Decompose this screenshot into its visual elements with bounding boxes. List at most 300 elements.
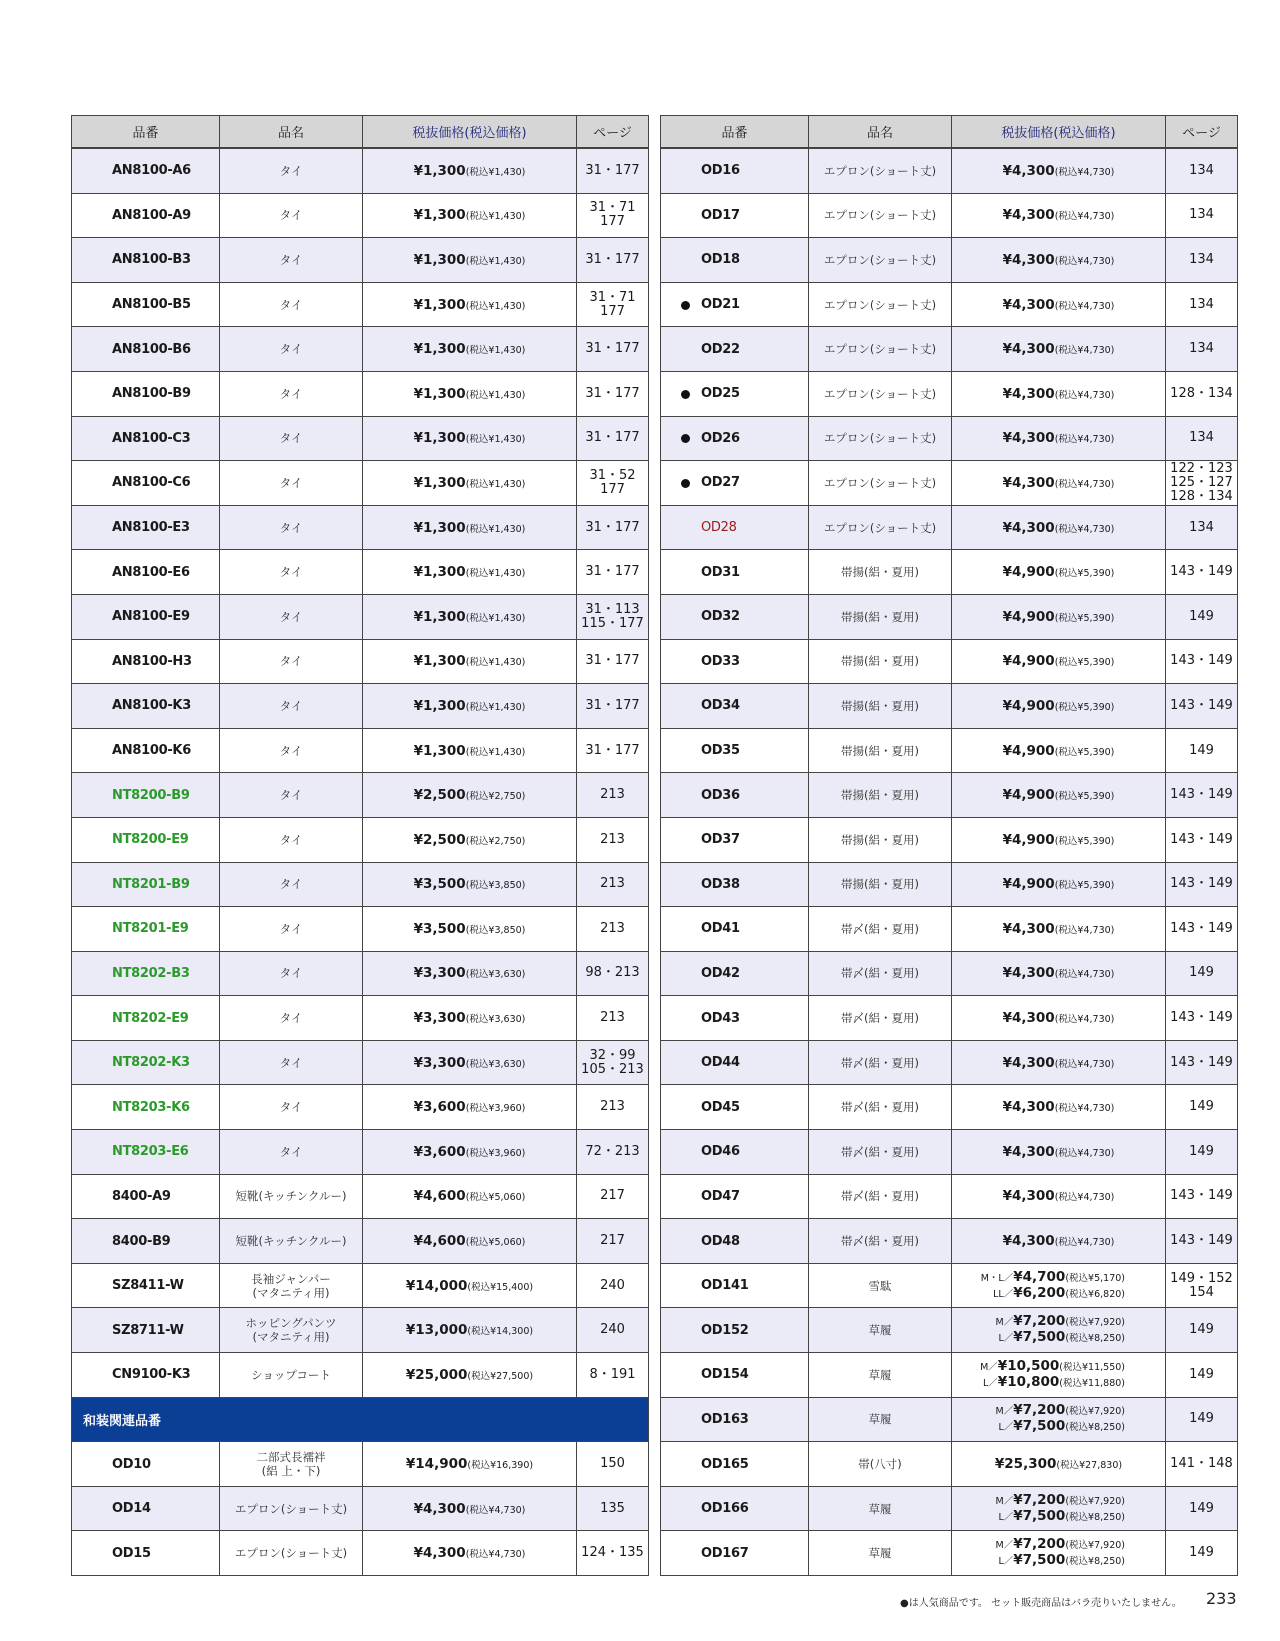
price-tax: (税込¥14,300) <box>467 1326 534 1338</box>
page-ref-line: 31・52 <box>589 467 636 483</box>
product-name-line: 帯〆(絽・夏用) <box>841 966 919 981</box>
price-tax: (税込¥27,830) <box>1056 1460 1123 1472</box>
product-name <box>220 327 363 372</box>
product-code-text: OD45 <box>701 1099 740 1115</box>
page-ref-line: 149 <box>1189 1366 1214 1382</box>
product-price <box>952 862 1166 907</box>
product-price <box>363 505 577 550</box>
product-code <box>72 416 220 461</box>
product-code-text: OD15 <box>112 1545 151 1561</box>
product-code <box>661 862 809 907</box>
page-ref-line: 217 <box>600 1188 625 1204</box>
table-row <box>661 728 1238 773</box>
page-ref <box>577 996 649 1041</box>
price-line <box>952 1375 1165 1391</box>
product-name-line: タイ <box>279 342 303 357</box>
price-main: ¥1,300 <box>413 564 466 581</box>
product-price <box>363 1442 577 1487</box>
product-code <box>72 238 220 283</box>
product-code-text: OD33 <box>701 653 740 669</box>
product-code-text: NT8203-K6 <box>112 1099 190 1115</box>
product-price <box>363 996 577 1041</box>
page-ref-line2: 125・127 <box>1170 474 1233 490</box>
page-ref-line2: 115・177 <box>581 615 644 631</box>
price-main: ¥3,300 <box>413 1054 466 1071</box>
product-code <box>72 996 220 1041</box>
page-ref-line: 213 <box>600 1099 625 1115</box>
product-code <box>72 1486 220 1531</box>
product-code-text: SZ8711-W <box>112 1322 184 1338</box>
page-ref <box>577 1308 649 1353</box>
product-code <box>72 684 220 729</box>
product-name <box>809 282 952 327</box>
product-code <box>661 505 809 550</box>
product-price <box>363 684 577 729</box>
product-code-text: NT8201-E9 <box>112 921 189 937</box>
page-ref-line: 213 <box>600 1010 625 1026</box>
product-name <box>809 1085 952 1130</box>
page-ref-line: 8・191 <box>589 1366 636 1382</box>
product-price <box>363 1531 577 1576</box>
price-main: ¥3,600 <box>413 1143 466 1160</box>
product-code-text: OD166 <box>701 1501 749 1517</box>
page-ref-line: 31・177 <box>585 430 640 446</box>
product-name-line: タイ <box>279 921 303 936</box>
product-price <box>952 550 1166 595</box>
page-ref <box>577 193 649 238</box>
product-name-line: 短靴(キッチンクルー) <box>235 1234 347 1249</box>
product-name-line: 二部式長襦袢 <box>256 1450 326 1465</box>
product-name <box>220 461 363 506</box>
price-line <box>952 1403 1165 1419</box>
price-main: ¥7,500 <box>1013 1329 1066 1346</box>
product-code <box>72 951 220 996</box>
table-row <box>72 238 649 283</box>
product-code-text: AN8100-B6 <box>112 341 191 357</box>
product-code-text: NT8200-B9 <box>112 787 190 803</box>
header-page: ページ <box>1166 116 1238 149</box>
header-page: ページ <box>577 116 649 149</box>
price-tax: (税込¥7,920) <box>1065 1495 1125 1507</box>
price-size: M／ <box>995 1495 1014 1507</box>
price-tax: (税込¥15,400) <box>467 1281 534 1293</box>
product-price <box>952 639 1166 684</box>
table-row <box>72 996 649 1041</box>
price-main: ¥7,500 <box>1013 1418 1066 1435</box>
product-code <box>72 817 220 862</box>
table-row <box>661 1308 1238 1353</box>
price-main: ¥4,300 <box>413 1500 466 1517</box>
price-tax: (税込¥4,730) <box>1054 1192 1115 1204</box>
product-name <box>220 1308 363 1353</box>
page-ref <box>577 594 649 639</box>
table-row <box>72 594 649 639</box>
price-main: ¥14,000 <box>405 1277 468 1294</box>
product-code-text: AN8100-B9 <box>112 386 191 402</box>
product-code <box>661 371 809 416</box>
product-code <box>661 327 809 372</box>
product-code <box>72 505 220 550</box>
product-name <box>220 238 363 283</box>
product-code <box>72 1263 220 1308</box>
price-main: ¥4,300 <box>1002 385 1055 402</box>
table-row <box>661 1486 1238 1531</box>
price-tax: (税込¥8,250) <box>1065 1556 1125 1568</box>
page-ref <box>577 1040 649 1085</box>
page-ref-line: 134 <box>1189 162 1214 178</box>
price-tax: (税込¥4,730) <box>1054 1147 1115 1159</box>
header-name: 品名 <box>220 116 363 149</box>
product-code-text: AN8100-A6 <box>112 163 191 179</box>
page-ref-line: 31・177 <box>585 697 640 713</box>
price-main: ¥10,800 <box>997 1373 1060 1390</box>
product-code <box>661 1397 809 1442</box>
product-name <box>220 505 363 550</box>
product-name-line: エプロン(ショート丈) <box>823 431 937 446</box>
product-price <box>952 1486 1166 1531</box>
product-table-left <box>71 115 649 1576</box>
product-code <box>661 238 809 283</box>
product-name <box>220 594 363 639</box>
product-name-line: 草履 <box>868 1367 892 1382</box>
product-name-line: 帯揚(絽・夏用) <box>841 565 919 580</box>
price-main: ¥4,300 <box>1002 296 1055 313</box>
section-label: 和装関連品番 <box>72 1397 649 1442</box>
product-name-line: タイ <box>279 163 303 178</box>
price-main: ¥25,000 <box>405 1366 468 1383</box>
price-tax: (税込¥3,630) <box>465 1014 526 1026</box>
product-price <box>952 1353 1166 1398</box>
page-ref <box>1166 371 1238 416</box>
product-code <box>661 594 809 639</box>
product-code <box>72 728 220 773</box>
product-code <box>72 639 220 684</box>
page-ref <box>577 862 649 907</box>
product-name-line: タイ <box>279 520 303 535</box>
product-code <box>661 1040 809 1085</box>
page-ref <box>577 1174 649 1219</box>
product-price <box>363 282 577 327</box>
table-row <box>72 371 649 416</box>
product-code <box>72 371 220 416</box>
page-ref-line: 31・113 <box>585 601 640 617</box>
price-main: ¥4,300 <box>1002 1188 1055 1205</box>
page-ref-line: 143・149 <box>1170 653 1233 669</box>
product-name-line: タイ <box>279 252 303 267</box>
page-ref <box>1166 639 1238 684</box>
price-tax: (税込¥4,730) <box>1054 166 1115 178</box>
page-ref <box>577 1085 649 1130</box>
product-name <box>220 416 363 461</box>
product-code-text: OD38 <box>701 876 740 892</box>
price-tax: (税込¥7,920) <box>1065 1317 1125 1329</box>
price-main: ¥1,300 <box>413 474 466 491</box>
price-line <box>952 1314 1165 1330</box>
price-main: ¥3,500 <box>413 876 466 893</box>
page-ref <box>1166 282 1238 327</box>
product-code-text: OD165 <box>701 1456 749 1472</box>
product-code-text: NT8202-E9 <box>112 1010 189 1026</box>
table-row <box>72 1263 649 1308</box>
product-code-text: OD141 <box>701 1278 749 1294</box>
price-tax: (税込¥5,390) <box>1054 746 1115 758</box>
page-ref <box>577 684 649 729</box>
product-price <box>363 193 577 238</box>
product-name-line: 帯揚(絽・夏用) <box>841 877 919 892</box>
page-ref <box>1166 1308 1238 1353</box>
page-ref <box>1166 1486 1238 1531</box>
product-code <box>661 639 809 684</box>
product-name-line: 帯〆(絽・夏用) <box>841 1100 919 1115</box>
price-main: ¥3,300 <box>413 1010 466 1027</box>
product-name-line: タイ <box>279 431 303 446</box>
page-number: 233 <box>1206 1589 1237 1608</box>
product-name-line: タイ <box>279 609 303 624</box>
page-ref-line2: 177 <box>600 481 625 497</box>
price-tax: (税込¥1,430) <box>465 568 526 580</box>
page-ref <box>1166 728 1238 773</box>
price-main: ¥1,300 <box>413 251 466 268</box>
product-code-text: AN8100-A9 <box>112 207 191 223</box>
table-row <box>661 1174 1238 1219</box>
price-main: ¥4,300 <box>1002 430 1055 447</box>
table-row <box>72 461 649 506</box>
page-ref <box>1166 1442 1238 1487</box>
price-size: M／ <box>980 1361 998 1373</box>
table-row <box>72 327 649 372</box>
page-ref <box>577 773 649 818</box>
price-main: ¥4,900 <box>1002 608 1055 625</box>
page-ref-line: 149 <box>1189 608 1214 624</box>
price-main: ¥7,200 <box>1013 1313 1066 1330</box>
table-row <box>661 1531 1238 1576</box>
price-main: ¥4,300 <box>1002 519 1055 536</box>
price-tax: (税込¥4,730) <box>1054 211 1115 223</box>
page-ref-line: 128・134 <box>1170 385 1233 401</box>
product-name <box>809 371 952 416</box>
page-ref <box>1166 1040 1238 1085</box>
page-ref-line: 213 <box>600 787 625 803</box>
page-ref-line: 72・213 <box>585 1143 640 1159</box>
page-ref <box>577 1531 649 1576</box>
price-tax: (税込¥4,730) <box>1054 1237 1115 1249</box>
price-main: ¥7,200 <box>1013 1402 1066 1419</box>
product-name <box>220 862 363 907</box>
product-name-line: タイ <box>279 698 303 713</box>
price-line <box>952 1419 1165 1435</box>
product-name-line: ホッピングパンツ <box>245 1316 337 1331</box>
product-name-line: 帯〆(絽・夏用) <box>841 1234 919 1249</box>
product-code-text: AN8100-H3 <box>112 653 192 669</box>
page-ref <box>1166 193 1238 238</box>
page-ref-line: 143・149 <box>1170 1054 1233 1070</box>
page-ref-line: 143・149 <box>1170 831 1233 847</box>
product-name <box>220 817 363 862</box>
product-code-text: OD31 <box>701 564 740 580</box>
product-price <box>952 282 1166 327</box>
product-price <box>952 1174 1166 1219</box>
product-price <box>952 907 1166 952</box>
page-ref-line2: 177 <box>600 214 625 230</box>
price-main: ¥4,300 <box>1002 1099 1055 1116</box>
product-price <box>363 1308 577 1353</box>
price-size: L／ <box>983 1377 998 1389</box>
product-code-text: OD32 <box>701 609 740 625</box>
product-price <box>363 951 577 996</box>
product-name-line: タイ <box>279 565 303 580</box>
table-row <box>661 1353 1238 1398</box>
page-ref-line: 31・177 <box>585 385 640 401</box>
page-ref-line: 31・177 <box>585 564 640 580</box>
price-size: L／ <box>998 1333 1014 1345</box>
product-name-line: エプロン(ショート丈) <box>823 163 937 178</box>
price-tax: (税込¥5,390) <box>1054 880 1115 892</box>
product-price <box>363 1040 577 1085</box>
product-price <box>952 1040 1166 1085</box>
page-ref-line: 31・71 <box>589 200 636 216</box>
product-price <box>363 1486 577 1531</box>
product-code <box>661 1085 809 1130</box>
page-ref-line: 31・177 <box>585 162 640 178</box>
price-main: ¥1,300 <box>413 385 466 402</box>
product-code-text: OD22 <box>701 341 740 357</box>
product-name-line2: (マタニティ用) <box>252 1330 330 1345</box>
table-row <box>661 461 1238 506</box>
price-tax: (税込¥2,750) <box>465 835 526 847</box>
popular-bullet-icon <box>681 434 690 443</box>
product-name-line: 帯(八寸) <box>858 1457 902 1472</box>
price-size: L／ <box>998 1511 1014 1523</box>
product-code-text: 8400-A9 <box>112 1188 171 1204</box>
price-main: ¥7,200 <box>1013 1491 1066 1508</box>
page-ref-line: 31・177 <box>585 653 640 669</box>
table-row <box>661 594 1238 639</box>
price-main: ¥1,300 <box>413 697 466 714</box>
page-ref-line: 143・149 <box>1170 564 1233 580</box>
product-name <box>220 1442 363 1487</box>
page-ref-line: 150 <box>600 1456 625 1472</box>
page-ref-line: 141・148 <box>1170 1456 1233 1472</box>
price-tax: (税込¥3,960) <box>465 1103 526 1115</box>
product-code <box>72 1308 220 1353</box>
product-name-line: タイ <box>279 832 303 847</box>
product-name <box>220 1353 363 1398</box>
product-name <box>809 684 952 729</box>
product-name <box>809 1263 952 1308</box>
popular-bullet-icon <box>681 301 690 310</box>
price-size: L／ <box>998 1422 1014 1434</box>
page-ref <box>1166 817 1238 862</box>
price-main: ¥4,300 <box>1002 207 1055 224</box>
product-code <box>661 1486 809 1531</box>
price-size: M／ <box>995 1406 1014 1418</box>
product-code <box>661 773 809 818</box>
product-code-text: OD27 <box>701 475 740 491</box>
table-row <box>661 193 1238 238</box>
product-code <box>661 1219 809 1264</box>
product-code-text: CN9100-K3 <box>112 1367 191 1383</box>
product-code <box>72 461 220 506</box>
price-tax: (税込¥1,430) <box>465 746 526 758</box>
page-ref-line: 149 <box>1189 965 1214 981</box>
page-ref-line: 134 <box>1189 341 1214 357</box>
price-tax: (税込¥1,430) <box>465 657 526 669</box>
product-code-text: NT8201-B9 <box>112 876 190 892</box>
price-line <box>952 1509 1165 1525</box>
product-name <box>220 773 363 818</box>
table-row <box>661 773 1238 818</box>
page-ref <box>1166 327 1238 372</box>
price-tax: (税込¥5,390) <box>1054 612 1115 624</box>
page-ref-line: 240 <box>600 1322 625 1338</box>
page-ref <box>577 907 649 952</box>
product-code-text: OD26 <box>701 430 740 446</box>
price-main: ¥13,000 <box>405 1322 468 1339</box>
product-price <box>363 728 577 773</box>
product-name-line: エプロン(ショート丈) <box>823 297 937 312</box>
page-ref <box>1166 684 1238 729</box>
page-ref-line: 134 <box>1189 430 1214 446</box>
table-row <box>661 148 1238 193</box>
page-ref-line: 149 <box>1189 1500 1214 1516</box>
price-main: ¥1,300 <box>413 608 466 625</box>
page-ref <box>577 1442 649 1487</box>
product-code-text: AN8100-E6 <box>112 564 190 580</box>
table-row <box>661 817 1238 862</box>
price-main: ¥1,300 <box>413 341 466 358</box>
price-main: ¥4,600 <box>413 1188 466 1205</box>
product-name <box>809 907 952 952</box>
price-tax: (税込¥5,390) <box>1054 568 1115 580</box>
product-code-text: OD41 <box>701 921 740 937</box>
product-name-line: 帯揚(絽・夏用) <box>841 743 919 758</box>
price-tax: (税込¥6,820) <box>1065 1288 1125 1300</box>
product-name-line: 草履 <box>868 1501 892 1516</box>
price-main: ¥4,700 <box>1013 1268 1066 1285</box>
product-name-line: タイ <box>279 1011 303 1026</box>
page-ref <box>577 639 649 684</box>
product-name <box>809 594 952 639</box>
table-row <box>661 862 1238 907</box>
price-tax: (税込¥4,730) <box>1054 434 1115 446</box>
product-name-line: タイ <box>279 1100 303 1115</box>
price-tax: (税込¥5,390) <box>1054 701 1115 713</box>
page-ref <box>577 817 649 862</box>
product-price <box>952 773 1166 818</box>
page-ref <box>1166 550 1238 595</box>
product-code <box>72 907 220 952</box>
product-name <box>809 1442 952 1487</box>
product-price <box>952 1531 1166 1576</box>
product-price <box>952 461 1166 506</box>
page-ref-line: 134 <box>1189 207 1214 223</box>
price-main: ¥1,300 <box>413 742 466 759</box>
product-name <box>809 1130 952 1175</box>
product-code <box>72 773 220 818</box>
product-price <box>363 461 577 506</box>
product-code-text: OD152 <box>701 1322 749 1338</box>
price-main: ¥2,500 <box>413 831 466 848</box>
product-price <box>952 148 1166 193</box>
product-name <box>809 862 952 907</box>
table-row <box>661 1219 1238 1264</box>
page-ref <box>1166 1353 1238 1398</box>
product-price <box>952 327 1166 372</box>
page-ref-line: 122・123 <box>1170 460 1233 476</box>
page-ref-line: 213 <box>600 876 625 892</box>
table-row <box>661 684 1238 729</box>
page-ref <box>1166 1174 1238 1219</box>
